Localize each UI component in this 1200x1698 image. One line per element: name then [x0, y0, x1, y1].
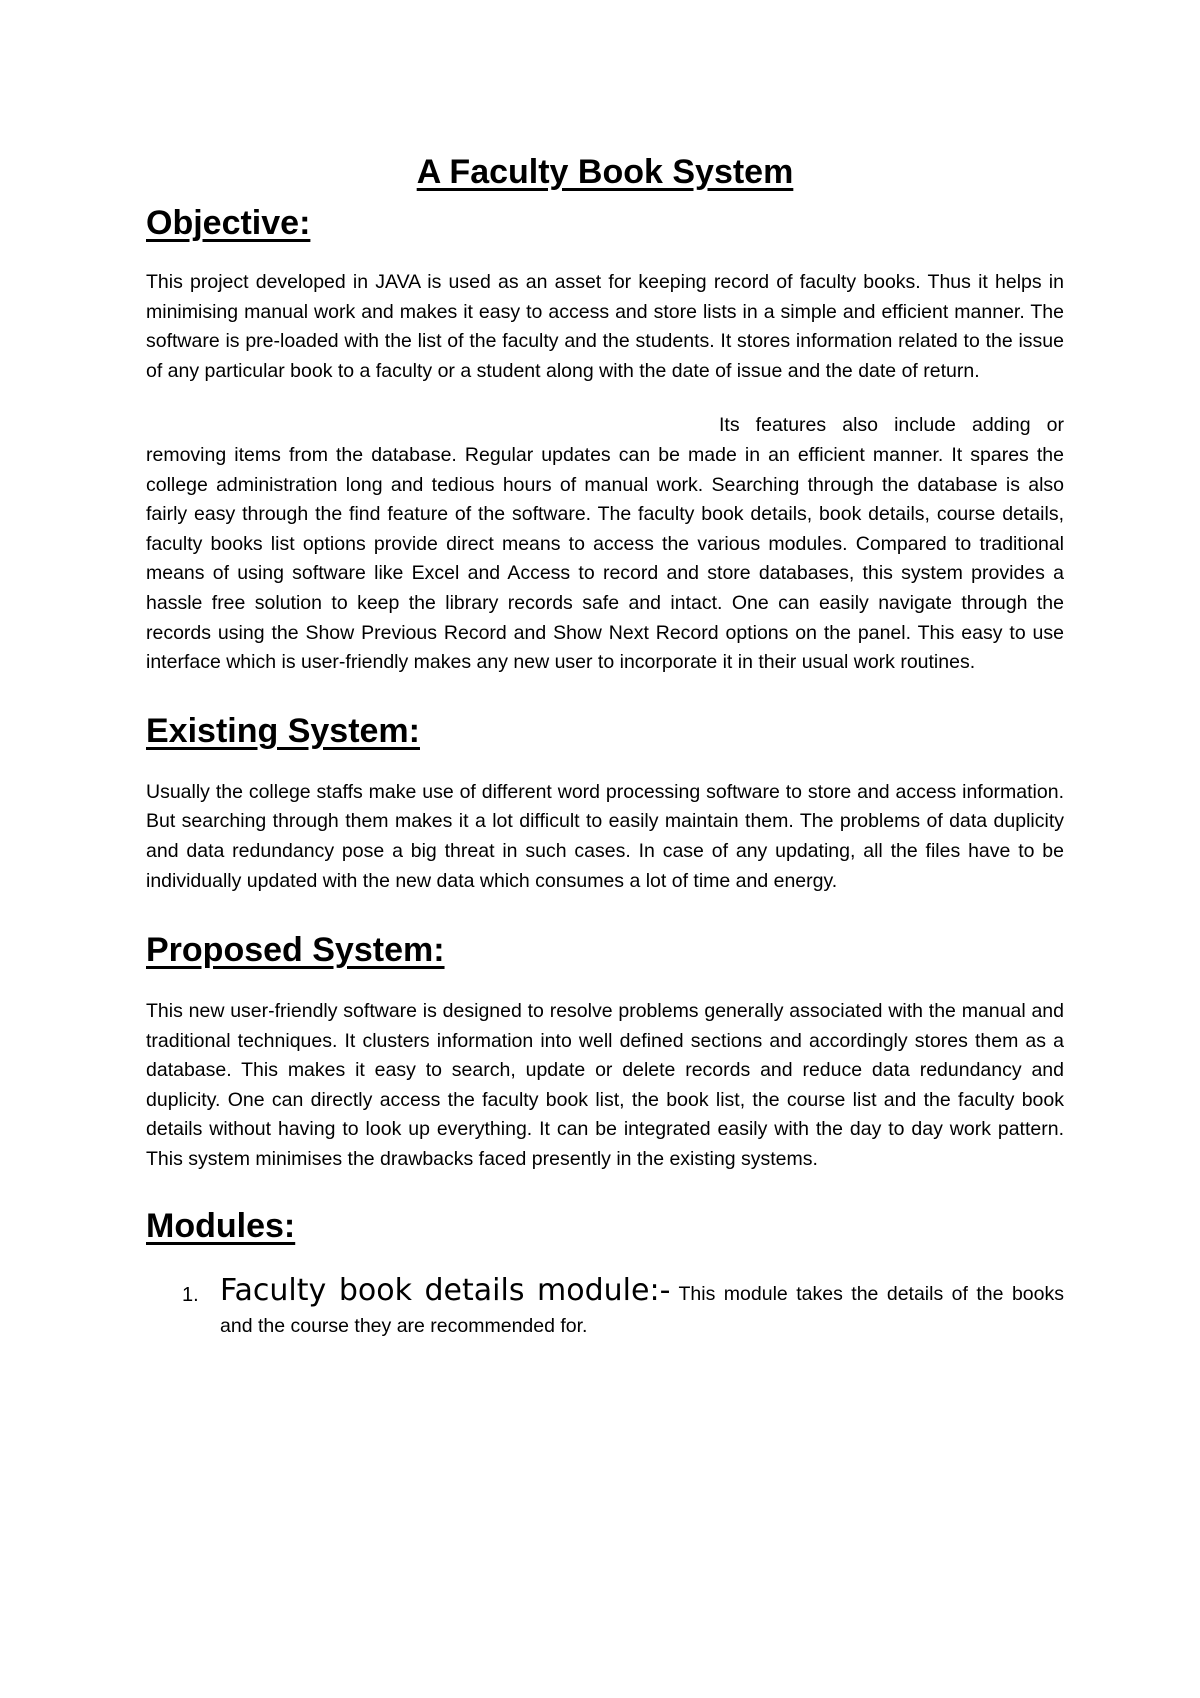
objective-heading: Objective: [146, 204, 311, 242]
proposed-system-section [146, 927, 1064, 1175]
existing-system-section [146, 708, 1064, 896]
proposed-system-paragraph: This new user-friendly software is designed to resolve problems generally associated with the manual and traditional techniques. It clusters information into well defined sections and accordingly stores them as a database. This makes it easy to search, update or delete records and reduce data redundancy and duplicity. One can directly access the faculty book list, the book list, the course list and the faculty book details without having to look up everything. It can be integrated easily with the day to day work pattern. This system minimises the drawbacks faced presently in the existing systems. [146, 1000, 1064, 1171]
module-description: This module takes the details of the books and the course they are recommended for. [220, 1282, 1064, 1337]
objective-paragraph-1: This project developed in JAVA is used as an asset for keeping record of faculty books. Thus it helps in minimising manual work and makes it easy to access and store lists in a simple and efficient manner. The software is pre-loaded with the list of the faculty and the students. It stores information related to the issue of any particular book to a faculty or a student along with the date of issue and the date of return. [146, 271, 1064, 382]
document-page [146, 150, 1064, 1342]
modules-heading: Modules: [146, 1206, 296, 1245]
existing-system-heading: Existing System: [146, 711, 420, 750]
objective-section [146, 200, 1064, 678]
module-number: 1. [182, 1283, 199, 1306]
modules-list [146, 1272, 1064, 1342]
modules-section [146, 1203, 1064, 1342]
module-name: Faculty book details module:- [220, 1272, 671, 1308]
document-title: A Faculty Book System [416, 153, 794, 191]
proposed-system-heading: Proposed System: [146, 931, 445, 970]
existing-system-paragraph: Usually the college staffs make use of different word processing software to store and access information. But searching through them makes it a lot difficult to easily maintain them. The problems of data duplicity and data redundancy pose a big threat in such cases. In case of any updating, all the files have to be individually updated with the new data which consumes a lot of time and energy. [146, 780, 1064, 892]
objective-paragraph-2: Its features also include adding or removing items from the database. Regular updates can be made in an efficient manner. It spares the college administration long and tedious hours of manual work. Searching through the database is also fairly easy through the find feature of the software. The faculty book details, book details, course details, faculty books list options provide direct means to access the various modules. Compared to traditional means of using software like Excel and Access to record and store databases, this system provides a hassle free solution to keep the library records safe and intact. One can easily navigate through the records using the Show Previous Record and Show Next Record options on the panel. This easy to use interface which is user-friendly makes any new user to incorporate it in their usual work routines. [146, 414, 1064, 674]
module-item [146, 1272, 1064, 1342]
